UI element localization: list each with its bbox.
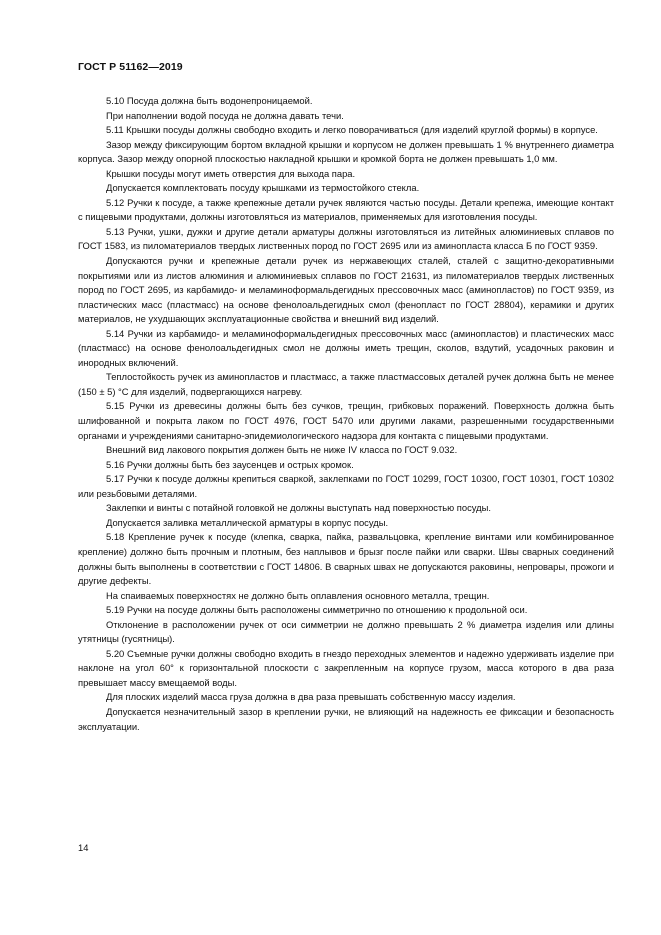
paragraph: На спаиваемых поверхностях не должно быть оплавления основного металла, трещин. xyxy=(106,589,490,601)
paragraph: Теплостойкость ручек из аминопластов и пластмасс, а также пластмассовых деталей ручек должна быть не менее (150 ± 5) °С для изделий, подвергающихся нагреву. xyxy=(78,371,614,397)
paragraph-5-15: 5.15 Ручки из древесины должны быть без сучков, трещин, грибковых поражений. Поверхность должна быть шлифованной и покрыта лаком по ГОСТ 4976, ГОСТ 5470 или другими лаками, разрешенными государственными органами и учреждениями санитарно-эпидемиологического надзора для контакта с пищевыми продуктами. xyxy=(78,400,614,441)
paragraph-5-10: 5.10 Посуда должна быть водонепроницаемой. xyxy=(106,95,313,106)
paragraph: Крышки посуды могут иметь отверстия для выхода пара. xyxy=(106,167,356,179)
paragraph: Для плоских изделий масса груза должна в два раза превышать собственную массу изделия. xyxy=(106,691,516,703)
paragraph: Допускается заливка металлической арматуры в корпус посуды. xyxy=(106,516,389,528)
paragraph: Допускаются ручки и крепежные детали ручек из нержавеющих сталей, сталей с защитно-декоративными покрытиями или из листов алюминия и алюминиевых сплавов по ГОСТ 21631, из пиломатериалов твердых лиственных пород по ГОСТ 2695, из карбамидо- и меламиноформальдегидных прессовочных масс (аминопластов) по ГОСТ 9359, из пластических масс (пластмасс) на основе фенолоальдегидных смол (фенопласт по ГОСТ 28804), керамики и других материалов, не ухудшающих эксплуатационные свойства и внешний вид изделий. xyxy=(78,255,614,325)
paragraph-5-14: 5.14 Ручки из карбамидо- и меламиноформальдегидных прессовочных масс (аминопластов) и пластических масс (пластмасс) на основе фенолоальдегидных смол не должны иметь трещин, сколов, вздутий, усадочных раковин и инородных включений. xyxy=(78,327,614,368)
paragraph-5-16: 5.16 Ручки должны быть без заусенцев и острых кромок. xyxy=(106,458,354,470)
paragraph-5-12: 5.12 Ручки к посуде, а также крепежные детали ручек являются частью посуды. Детали крепежа, имеющие контакт с пищевыми продуктами, должны изготовляться из материалов, применяемых для изготовления посуды. xyxy=(78,196,614,223)
paragraph: Допускается незначительный зазор в креплении ручки, не влияющий на надежность ее фиксации и безопасность эксплуатации. xyxy=(78,705,614,732)
paragraph-5-20: 5.20 Съемные ручки должны свободно входить в гнездо переходных элементов и надежно удерживать изделие при наклоне на угол 60° к горизонтальной плоскости с закрепленным на корпусе грузом, масса которого в два раза превышает массу вмещаемой воды. xyxy=(78,647,614,688)
paragraph: Зазор между фиксирующим бортом вкладной крышки и корпусом не должен превышать 1 % внутреннего диаметра корпуса. Зазор между опорной плоскостью накладной крышки и кромкой борта не должен превышать 1,0 мм. xyxy=(78,138,614,165)
paragraph-5-17: 5.17 Ручки к посуде должны крепиться сваркой, заклепками по ГОСТ 10299, ГОСТ 10300, ГОСТ 10301, ГОСТ 10302 или резьбовыми деталями. xyxy=(78,473,614,499)
paragraph: Допускается комплектовать посуду крышками из термостойкого стекла. xyxy=(106,182,420,194)
document-header: ГОСТ Р 51162—2019 xyxy=(78,61,183,73)
paragraph: Заклепки и винты с потайной головкой не должны выступать над поверхностью посуды. xyxy=(106,502,491,514)
paragraph-5-19: 5.19 Ручки на посуде должны быть расположены симметрично по отношению к продольной оси. xyxy=(106,604,528,616)
paragraph-5-18: 5.18 Крепление ручек к посуде (клепка, сварка, пайка, развальцовка, крепление винтами или комбинированное крепление) должно быть прочным и плотным, без наплывов и брызг после пайки или сварки. Швы сварных соединений должны быть выполнены в соответствии с ГОСТ 14806. В сварных швах не допускаются раковины, непровары, прожоги и другие дефекты. xyxy=(78,531,614,587)
paragraph: Внешний вид лакового покрытия должен быть не ниже IV класса по ГОСТ 9.032. xyxy=(106,444,458,456)
paragraph: Отклонение в расположении ручек от оси симметрии не должно превышать 2 % диаметра изделия или длины утятницы (гусятницы). xyxy=(78,618,614,645)
document-body xyxy=(78,94,614,734)
paragraph-5-11: 5.11 Крышки посуды должны свободно входить и легко поворачиваться (для изделий круглой формы) в корпусе. xyxy=(106,124,598,136)
page-number: 14 xyxy=(78,842,89,853)
paragraph-5-13: 5.13 Ручки, ушки, дужки и другие детали арматуры должны изготовляться из литейных алюминиевых сплавов по ГОСТ 1583, из пиломатериалов твердых лиственных пород по ГОСТ 2695 или из аминопласта класса Б по ГОСТ 9359. xyxy=(78,225,614,252)
paragraph: При наполнении водой посуда не должна давать течи. xyxy=(106,109,344,121)
